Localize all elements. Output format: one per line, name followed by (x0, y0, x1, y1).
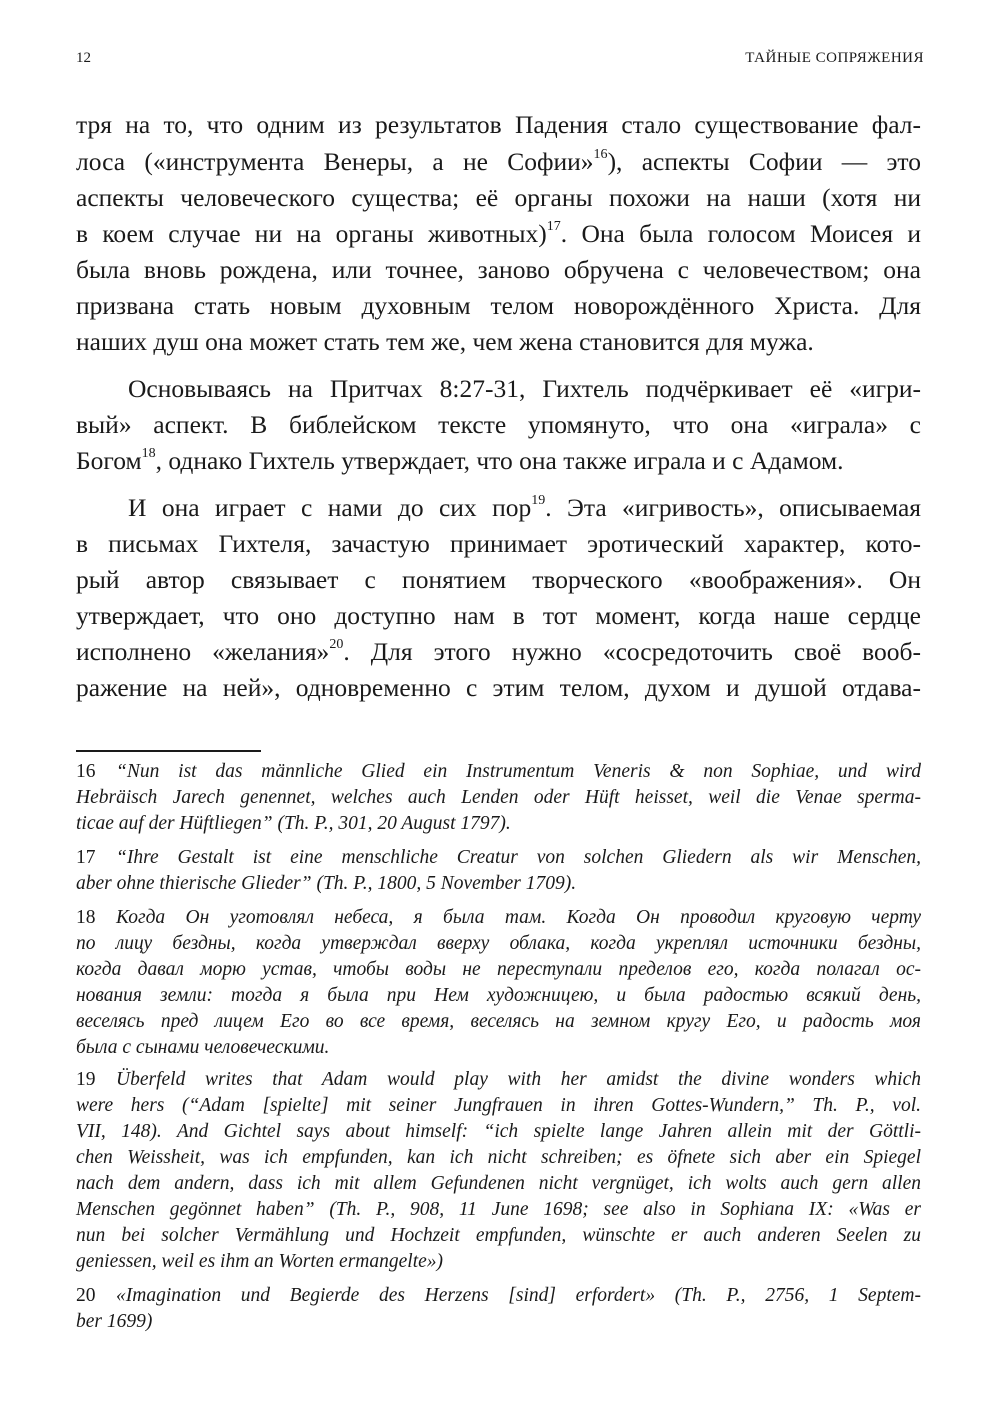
body-line (128, 490, 921, 526)
page-number: 12 (76, 50, 91, 66)
footnote-ref-19[interactable]: 19 (531, 493, 546, 509)
text: “Ihre Gestalt ist eine menschliche Creatur von solchen Gliedern als wir Menschen, (116, 847, 921, 868)
footnote-20 (76, 1284, 921, 1308)
body-line (76, 180, 921, 216)
text: Когда Он уготовлял небеса, я была там. Когда Он проводил круговую черту (116, 907, 921, 928)
footnote-line (76, 984, 921, 1008)
body-line (76, 562, 921, 598)
footnote-ref-17[interactable]: 17 (546, 219, 561, 235)
footnote-ref-20[interactable]: 20 (329, 637, 344, 653)
text: geniessen, weil es ihm an Worten ermangelte») (76, 1251, 444, 1272)
text: Богом (76, 446, 142, 475)
footnote-line (76, 1250, 921, 1274)
footnote-line (76, 1172, 921, 1196)
text: , однако Гихтель утверждает, что она также играла и с Адамом. (155, 446, 844, 475)
footnote-16 (76, 760, 921, 784)
footnote-ref-16[interactable]: 16 (593, 147, 608, 163)
text: И она играет с нами до сих пор (128, 493, 532, 522)
footnote-line (76, 958, 921, 982)
text: рый автор связывает с понятием творческого «воображения». Он (76, 565, 921, 594)
text: ражение на ней», одновременно с этим телом, духом и душой отдава- (76, 673, 921, 702)
footnote-line (76, 932, 921, 956)
text: Основываясь на Притчах 8:27-31, Гихтель подчёркивает её «игри- (128, 374, 921, 403)
text: ), аспекты Софии — это (607, 147, 921, 176)
text: were hers (“Adam [spielte] mit seiner Jungfrauen in ihren Gottes-Wundern,” Th. P., vol. (76, 1095, 921, 1116)
footnote-19 (76, 1068, 921, 1092)
text: когда давал морю устав, чтобы воды не переступали пределов его, когда полагал ос- (76, 959, 921, 980)
footnote-number: 20 (76, 1285, 96, 1306)
text: нования земли: тогда я была при Нем художницею, и была радостью всякий день, (76, 985, 921, 1006)
body-line (76, 598, 921, 634)
body-line (76, 324, 921, 360)
footnote-line (76, 1036, 921, 1060)
text: исполнено «желания» (76, 637, 330, 666)
text: . Эта «игривость», описываемая (545, 493, 921, 522)
body-line (76, 670, 921, 706)
footnote-line (76, 1198, 921, 1222)
text: по лицу бездны, когда утверждал вверху облака, когда укреплял источники бездны, (76, 933, 921, 954)
body-line (76, 288, 921, 324)
text: chen Weissheit, was ich empfunden, kan ich nicht schreiben; es öfnete sich aber ein Spiegel (76, 1147, 921, 1168)
footnote-line (76, 786, 921, 810)
footnote-separator (76, 750, 261, 752)
text: в письмах Гихтеля, зачастую принимает эротический характер, кото- (76, 529, 921, 558)
body-line (76, 107, 921, 143)
footnote-line (76, 1010, 921, 1034)
body-line (76, 144, 921, 180)
text: ticae auf der Hüftliegen” (Th. P., 301, 20 August 1797). (76, 813, 511, 834)
text: тря на то, что одним из результатов Падения стало существование фал- (76, 110, 921, 139)
text: веселясь пред лицем Его во все время, веселясь на земном кругу Его, и радость моя (76, 1011, 921, 1032)
text: призвана стать новым духовным телом новорождённого Христа. Для (76, 291, 921, 320)
text: утверждает, что оно доступно нам в тот момент, когда наше сердце (76, 601, 921, 630)
footnote-ref-18[interactable]: 18 (141, 446, 156, 462)
footnote-18 (76, 906, 921, 930)
body-line (76, 216, 921, 252)
footnote-line (76, 812, 921, 836)
text: вый» аспект. В библейском тексте упомянуто, что она «играла» с (76, 410, 921, 439)
text: VII, 148). And Gichtel says about himself: “ich spielte lange Jahren allein mit der Göttli- (76, 1121, 921, 1142)
body-line (76, 443, 921, 479)
text: Überfeld writes that Adam would play with her amidst the divine wonders which (116, 1069, 921, 1090)
footnote-line (76, 872, 921, 896)
text: «Imagination und Begierde des Herzens [sind] erfordert» (Th. P., 2756, 1 Septem- (116, 1285, 921, 1306)
body-line (76, 407, 921, 443)
text: была с сынами человеческими. (76, 1037, 330, 1058)
text: aber ohne thierische Glieder” (Th. P., 1800, 5 November 1709). (76, 873, 577, 894)
footnote-number: 16 (76, 761, 96, 782)
footnote-number: 17 (76, 847, 96, 868)
footnote-number: 19 (76, 1069, 96, 1090)
running-head (76, 50, 924, 74)
footnote-line (76, 1224, 921, 1248)
text: была вновь рождена, или точнее, заново обручена с человечеством; она (76, 255, 921, 284)
text: “Nun ist das männliche Glied ein Instrumentum Veneris & non Sophiae, und wird (116, 761, 921, 782)
book-title: ТАЙНЫЕ СОПРЯЖЕНИЯ (745, 50, 924, 66)
text: наших душ она может стать тем же, чем жена становится для мужа. (76, 327, 814, 356)
footnote-line (76, 1146, 921, 1170)
text: . Для этого нужно «сосредоточить своё вооб- (343, 637, 921, 666)
text: Hebräisch Jarech genennet, welches auch Lenden oder Hüft heisset, weil die Venae sperma- (76, 787, 921, 808)
text: аспекты человеческого существа; её органы похожи на наши (хотя ни (76, 183, 921, 212)
body-line (76, 252, 921, 288)
text: лоса («инструмента Венеры, а не Софии» (76, 147, 594, 176)
text: ber 1699) (76, 1311, 153, 1332)
text: . Она была голосом Моисея и (560, 219, 922, 248)
text: nach dem andern, dass ich mit allem Gefundenen nicht vergnüget, ich wolts auch gern allen (76, 1173, 921, 1194)
body-line (76, 526, 921, 562)
footnote-17 (76, 846, 921, 870)
text: в коем случае ни на органы животных) (76, 219, 547, 248)
text: nun bei solcher Vermählung und Hochzeit empfunden, wünschte er auch anderen Seelen zu (76, 1225, 921, 1246)
footnote-line (76, 1094, 921, 1118)
footnote-line (76, 1310, 921, 1334)
body-line (128, 371, 921, 407)
text: Menschen gegönnet haben” (Th. P., 908, 11 June 1698; see also in Sophiana IX: «Was er (76, 1199, 921, 1220)
footnote-number: 18 (76, 907, 96, 928)
footnote-line (76, 1120, 921, 1144)
body-line (76, 634, 921, 670)
